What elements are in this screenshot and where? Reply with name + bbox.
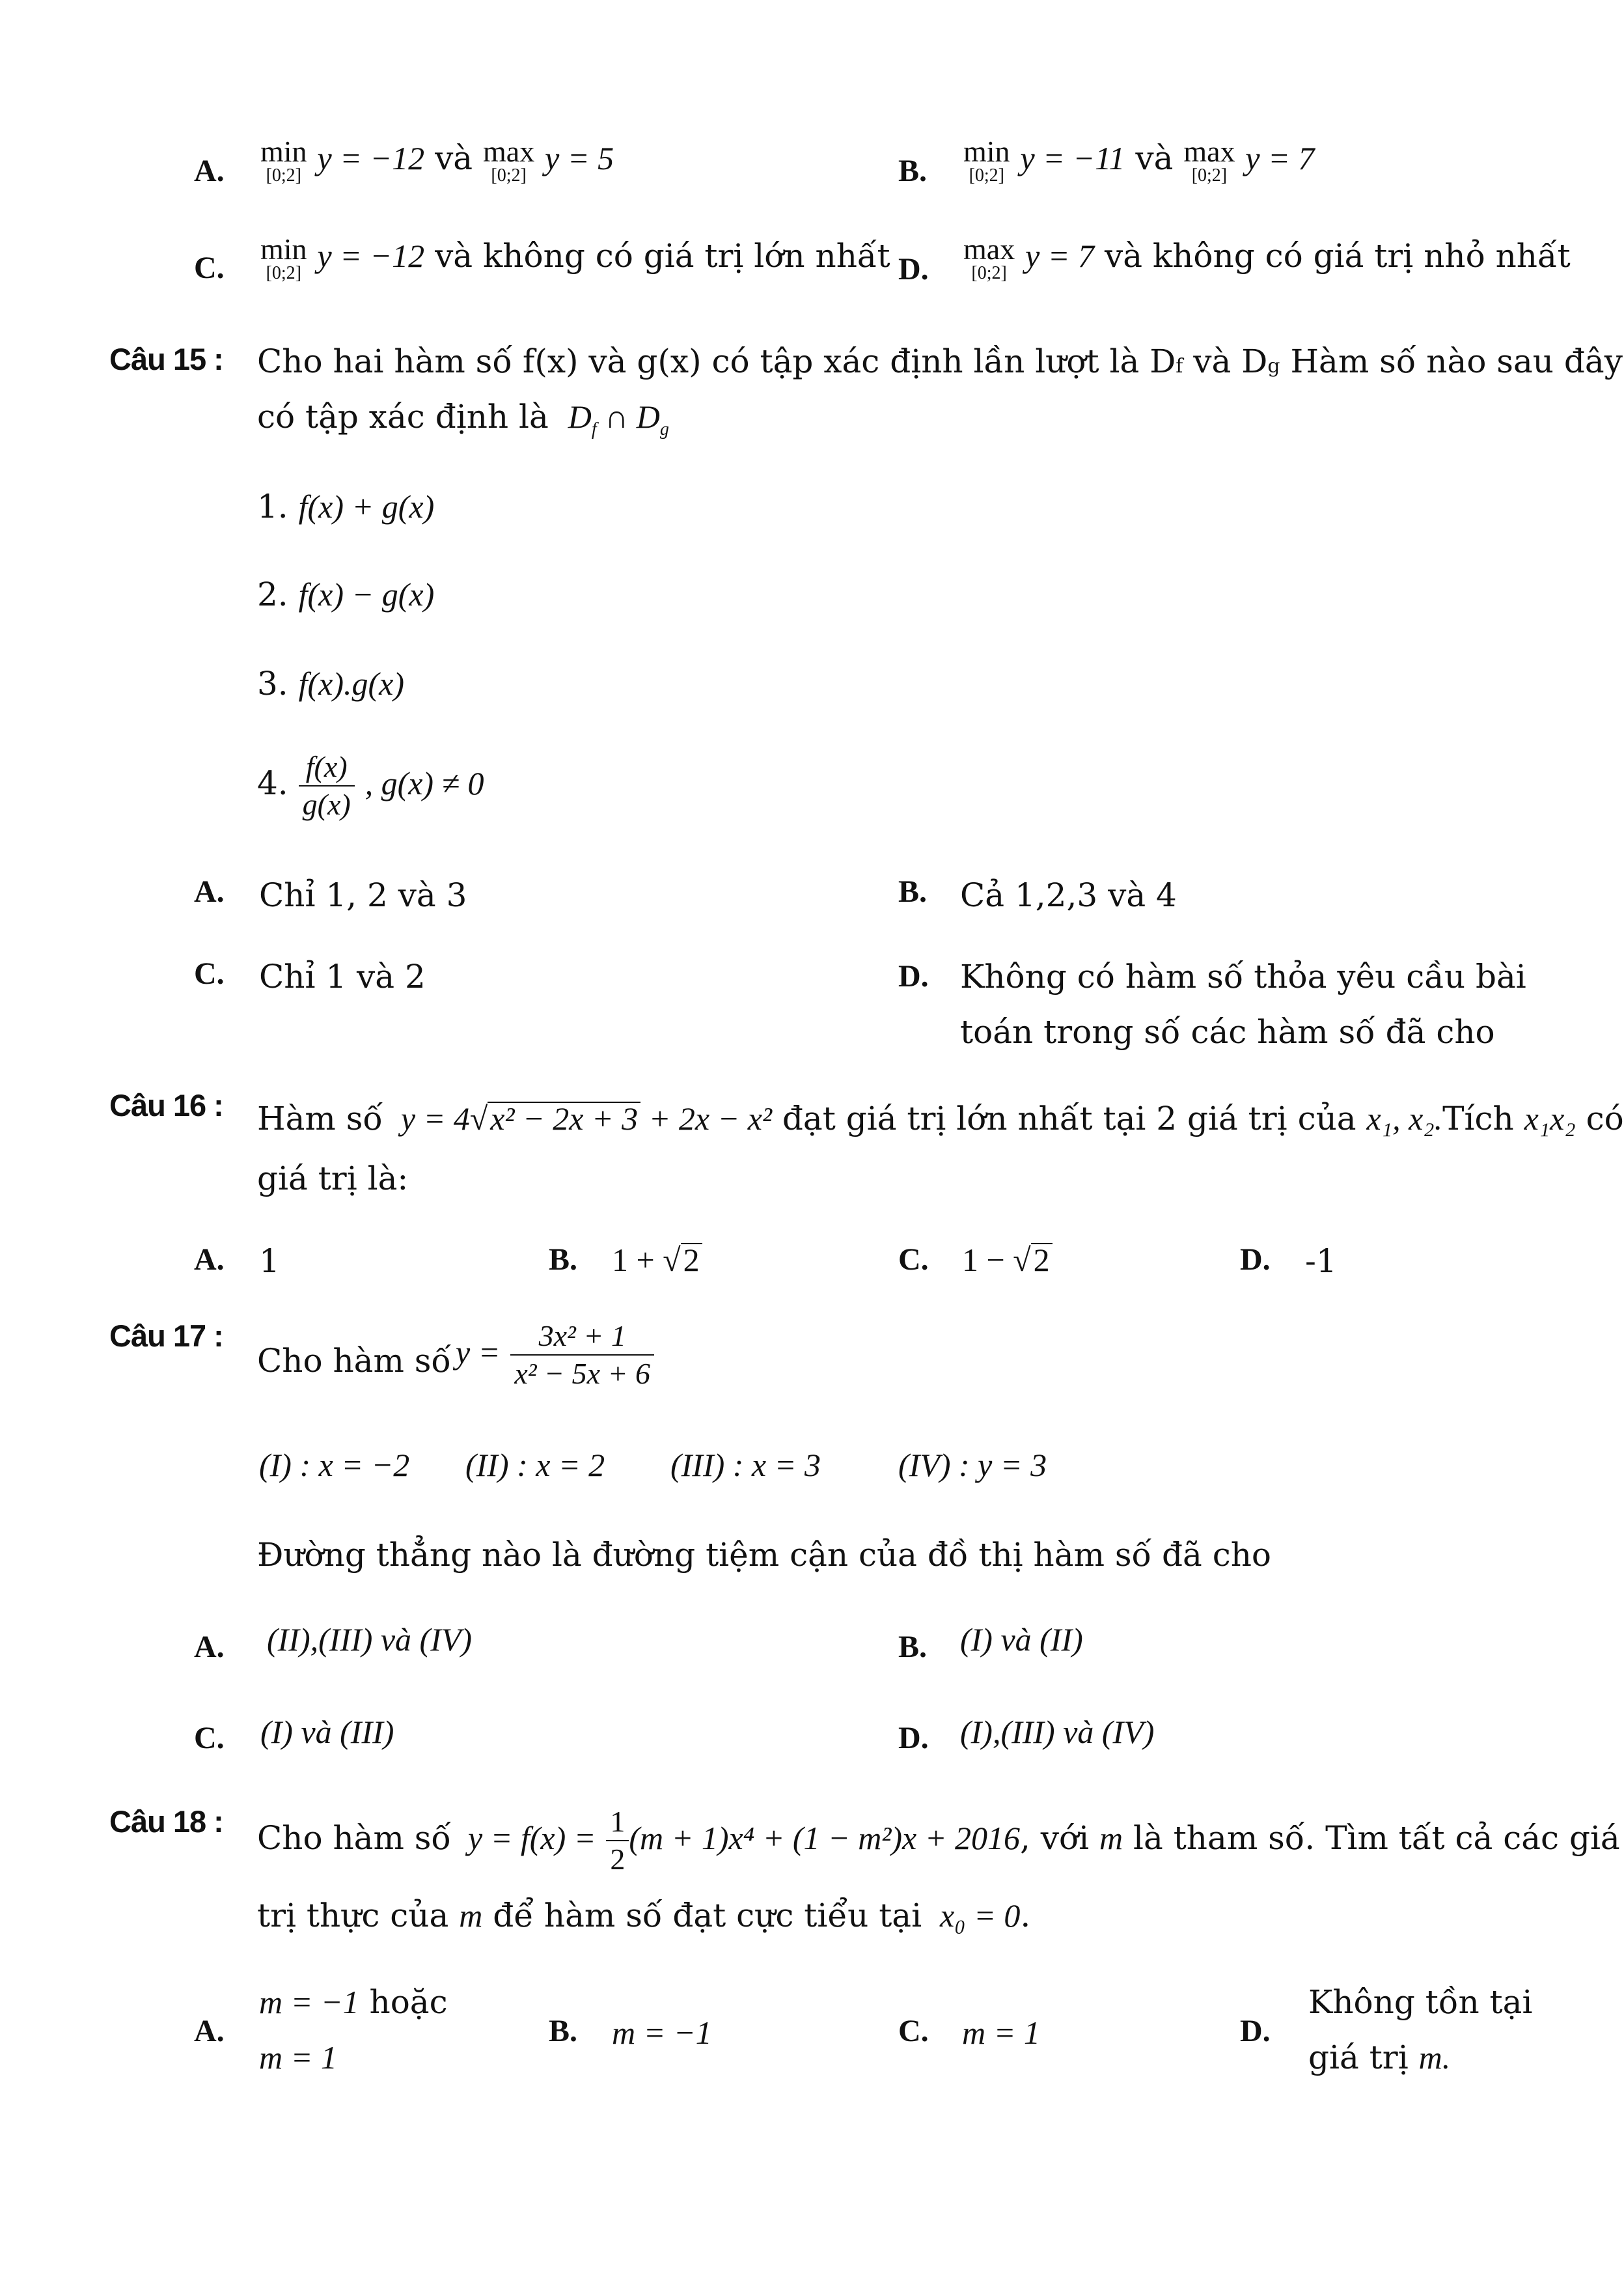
q17-option-a: (II),(III) và (IV) xyxy=(267,1621,473,1658)
q18-option-b: m = −1 xyxy=(612,2014,712,2051)
q17-option-d: (I),(III) và (IV) xyxy=(960,1714,1155,1750)
q18-option-c-label[interactable]: C. xyxy=(898,2014,929,2048)
q15-item-4: 4. $\frac{f(x)}{g(x)}$ , g(x) ≠ 0 xyxy=(257,750,484,821)
q15-stem-line2 xyxy=(257,397,669,439)
q15-option-c: Chỉ 1 và 2 xyxy=(259,958,426,996)
q16-option-a: 1 xyxy=(259,1242,280,1280)
q18-stem-line2 xyxy=(257,1896,1030,1935)
conj: và xyxy=(1135,139,1174,177)
q15-option-d-line1: Không có hàm số thỏa yêu cầu bài xyxy=(960,958,1526,996)
q18-label: Câu 18 : xyxy=(109,1804,223,1839)
range: [0;2] xyxy=(266,263,301,283)
q15-item-1: 1. f(x) + g(x) xyxy=(257,488,435,525)
range: [0;2] xyxy=(266,165,301,186)
q15-option-d-label[interactable]: D. xyxy=(898,959,929,994)
stem-text: , với xyxy=(1019,1819,1090,1857)
q17-option-b-label[interactable]: B. xyxy=(898,1630,928,1664)
q15-item-2: 2. f(x) − g(x) xyxy=(257,576,435,613)
min-value: y = −12 xyxy=(317,140,425,176)
q14-option-b xyxy=(963,137,1314,185)
q17-option-b: (I) và (II) xyxy=(960,1621,1083,1658)
q17-option-c-label[interactable]: C. xyxy=(194,1721,225,1755)
stem-text: Cho hàm số xyxy=(257,1819,452,1857)
min-value: y = −11 xyxy=(1020,140,1125,176)
q16-label: Câu 16 : xyxy=(109,1088,223,1122)
stem-text: để hàm số đạt cực tiểu tại xyxy=(493,1897,922,1934)
q14-option-c xyxy=(260,234,890,283)
q18-option-a-label[interactable]: A. xyxy=(194,2014,225,2048)
q15-stem-line1 xyxy=(257,342,1623,381)
stem-text: có xyxy=(1586,1100,1624,1137)
q15-item-3: 3. f(x).g(x) xyxy=(257,665,405,703)
q15-option-b-label[interactable]: B. xyxy=(898,874,928,909)
min-value: y = −12 xyxy=(317,238,425,274)
range: [0;2] xyxy=(969,165,1004,186)
q16-stem-line2: giá trị là: xyxy=(257,1160,409,1197)
function-lhs: y = f(x) = xyxy=(467,1820,596,1856)
q16-stem-line1 xyxy=(257,1099,1624,1138)
max-operator: max xyxy=(963,232,1015,266)
q16-option-d: -1 xyxy=(1305,1242,1337,1280)
q18-option-d-line2: giá trị m. xyxy=(1308,2039,1451,2076)
q17-line-IV: (IV) : y = 3 xyxy=(898,1447,1047,1483)
q18-option-a-line1: m = −1 hoặc xyxy=(259,1983,448,2021)
q14-option-a xyxy=(260,137,614,185)
q17-line-II: (II) : x = 2 xyxy=(465,1447,605,1483)
q17-function: y = $\frac{\text{3x² + 1}}{\text{x² − 5x + 6}}$ xyxy=(456,1318,654,1392)
product: x₁x₂ xyxy=(1524,1100,1576,1137)
q16-option-b: 1 + √2 xyxy=(612,1240,702,1279)
conj: và xyxy=(435,139,473,177)
q17-question: Đường thẳng nào là đường tiệm cận của đồ thị hàm số đã cho xyxy=(257,1536,1272,1574)
q15-option-d-line2: toán trong số các hàm số đã cho xyxy=(960,1013,1495,1051)
max-operator: max xyxy=(483,135,535,168)
q18-option-b-label[interactable]: B. xyxy=(549,2014,578,2048)
option-text: và không có giá trị lớn nhất xyxy=(435,237,890,275)
stem-text: Cho hai hàm số f(x) và g(x) có tập xác định lần lượt là D xyxy=(257,342,1176,380)
param-m: m xyxy=(459,1897,483,1934)
function-rhs: (m + 1)x⁴ + (1 − m²)x + 2016 xyxy=(629,1820,1020,1856)
max-value: y = 5 xyxy=(545,140,614,176)
stem-text: Cho hàm số xyxy=(257,1342,452,1380)
range: [0;2] xyxy=(1191,165,1228,186)
domain-intersection: $D_f$ ∩ $D_g$ xyxy=(568,398,669,439)
subscript-f: f xyxy=(1176,355,1183,378)
stem-text: đạt giá trị lớn nhất tại 2 giá trị của xyxy=(782,1100,1356,1137)
variables: x₁, x₂. xyxy=(1366,1100,1443,1137)
min-operator: min xyxy=(260,135,307,168)
q14-option-a-label[interactable]: A. xyxy=(194,154,225,188)
q18-option-a-line2: m = 1 xyxy=(259,2039,337,2076)
q17-stem xyxy=(257,1341,451,1380)
stem-text: trị thực của xyxy=(257,1897,449,1934)
min-operator: min xyxy=(963,135,1010,168)
param-m: m xyxy=(1099,1820,1123,1856)
q16-option-b-label[interactable]: B. xyxy=(549,1242,578,1277)
stem-text: Hàm số xyxy=(257,1100,383,1137)
stem-text: là tham số. Tìm tất cả các giá xyxy=(1133,1819,1620,1857)
stem-text: có tập xác định là xyxy=(257,398,549,436)
max-operator: max xyxy=(1183,135,1235,168)
q15-option-c-label[interactable]: C. xyxy=(194,956,225,991)
q18-option-d-line1: Không tồn tại xyxy=(1308,1983,1533,2021)
q15-label: Câu 15 : xyxy=(109,342,223,376)
q18-option-c: m = 1 xyxy=(962,2014,1040,2051)
max-value: y = 7 xyxy=(1245,140,1315,176)
q17-option-d-label[interactable]: D. xyxy=(898,1721,929,1755)
q14-option-d-label[interactable]: D. xyxy=(898,252,929,286)
x0-value: x₀ = 0 xyxy=(940,1897,1021,1934)
subscript-g: g xyxy=(1267,355,1280,378)
max-value: y = 7 xyxy=(1025,238,1095,274)
q14-option-c-label[interactable]: C. xyxy=(194,251,225,285)
q17-option-c: (I) và (III) xyxy=(260,1714,394,1750)
q16-option-c: 1 − √2 xyxy=(962,1240,1053,1279)
q17-line-III: (III) : x = 3 xyxy=(670,1447,821,1483)
q18-stem-line1 xyxy=(257,1804,1620,1878)
range: [0;2] xyxy=(491,165,527,186)
stem-text: Tích xyxy=(1442,1100,1514,1137)
q14-option-b-label[interactable]: B. xyxy=(898,154,928,188)
q16-option-a-label[interactable]: A. xyxy=(194,1242,225,1277)
stem-text: và D xyxy=(1183,342,1268,380)
q15-option-a: Chỉ 1, 2 và 3 xyxy=(259,876,467,914)
q15-option-a-label[interactable]: A. xyxy=(194,874,225,909)
one-half: $\frac{1}{2}$ xyxy=(606,1804,629,1878)
function-expression: y = 4√x² − 2x + 3 + 2x − x² xyxy=(400,1100,772,1137)
q16-option-d-label[interactable]: D. xyxy=(1240,1242,1271,1277)
q17-option-a-label[interactable]: A. xyxy=(194,1630,225,1664)
stem-text: . xyxy=(1020,1897,1031,1934)
stem-text: Hàm số nào sau đây xyxy=(1280,342,1623,380)
option-text: và không có giá trị nhỏ nhất xyxy=(1104,237,1571,275)
q15-option-b: Cả 1,2,3 và 4 xyxy=(960,876,1177,914)
q14-option-d xyxy=(963,234,1571,283)
q17-label: Câu 17 : xyxy=(109,1318,223,1353)
min-operator: min xyxy=(260,232,307,266)
q16-option-c-label[interactable]: C. xyxy=(898,1242,929,1277)
q17-line-I: (I) : x = −2 xyxy=(259,1447,410,1483)
q18-option-d-label[interactable]: D. xyxy=(1240,2014,1271,2048)
range: [0;2] xyxy=(971,263,1007,283)
